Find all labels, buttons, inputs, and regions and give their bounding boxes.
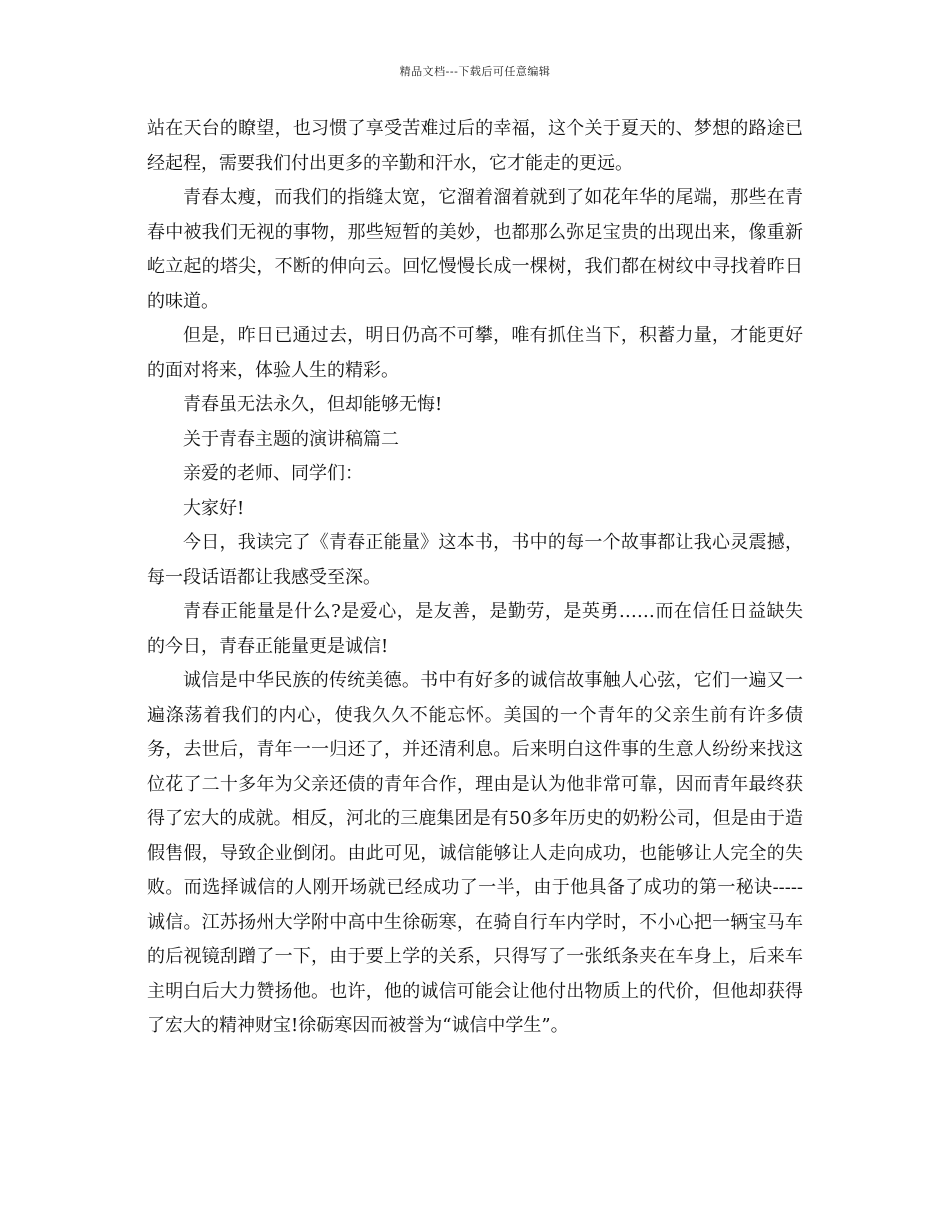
paragraph-continuation: 站在天台的瞭望，也习惯了享受苦难过后的幸福，这个关于夏天的、梦想的路途已经起程，需要我们付出更多的辛勤和汗水，它才能走的更远。 — [147, 118, 803, 174]
page-header: 精品文档---下载后可任意编辑 — [399, 65, 551, 78]
document-body — [147, 112, 803, 1044]
paragraph: 青春正能量是什么?是爱心，是友善，是勤劳，是英勇……而在信任日益缺失的今日，青春正能量更是诚信! — [147, 601, 803, 657]
paragraph: 今日，我读完了《青春正能量》这本书，书中的每一个故事都让我心灵震撼，每一段话语都让我感受至深。 — [147, 532, 803, 588]
section-title: 关于青春主题的演讲稿篇二 — [183, 428, 399, 450]
salutation: 亲爱的老师、同学们： — [183, 463, 363, 484]
paragraph: 青春太瘦，而我们的指缝太宽，它溜着溜着就到了如花年华的尾端，那些在青春中被我们无视的事物，那些短暂的美妙，也都那么弥足宝贵的出现出来，像重新屹立起的塔尖，不断的伸向云。回忆慢慢长成一棵树，我们都在树纹中寻找着昨日的味道。 — [147, 187, 803, 312]
paragraph: 诚信是中华民族的传统美德。书中有好多的诚信故事触人心弦，它们一遍又一遍涤荡着我们的内心，使我久久不能忘怀。美国的一个青年的父亲生前有许多债务，去世后，青年一一归还了，并还清利息。后来明白这件事的生意人纷纷来找这位花了二十多年为父亲还债的青年合作，理由是认为他非常可靠，因而青年最终获得了宏大的成就。相反，河北的三鹿集团是有50多年历史的奶粉公司，但是由于造假售假，导致企业倒闭。由此可见，诚信能够让人走向成功，也能够让人完全的失败。而选择诚信的人刚开场就已经成功了一半，由于他具备了成功的第一秘诀-----诚信。江苏扬州大学附中高中生徐砺寒，在骑自行车内学时，不小心把一辆宝马车的后视镜刮蹭了一下，由于要上学的关系，只得写了一张纸条夹在车身上，后来车主明白后大力赞扬他。也许，他的诚信可能会让他付出物质上的代价，但他却获得了宏大的精神财宝!徐砺寒因而被誉为“诚信中学生”。 — [147, 670, 803, 1036]
greeting: 大家好! — [183, 497, 245, 519]
paragraph: 青春虽无法永久，但却能够无悔! — [183, 394, 443, 415]
paragraph: 但是，昨日已通过去，明日仍高不可攀，唯有抓住当下，积蓄力量，才能更好的面对将来，体验人生的精彩。 — [147, 325, 803, 381]
